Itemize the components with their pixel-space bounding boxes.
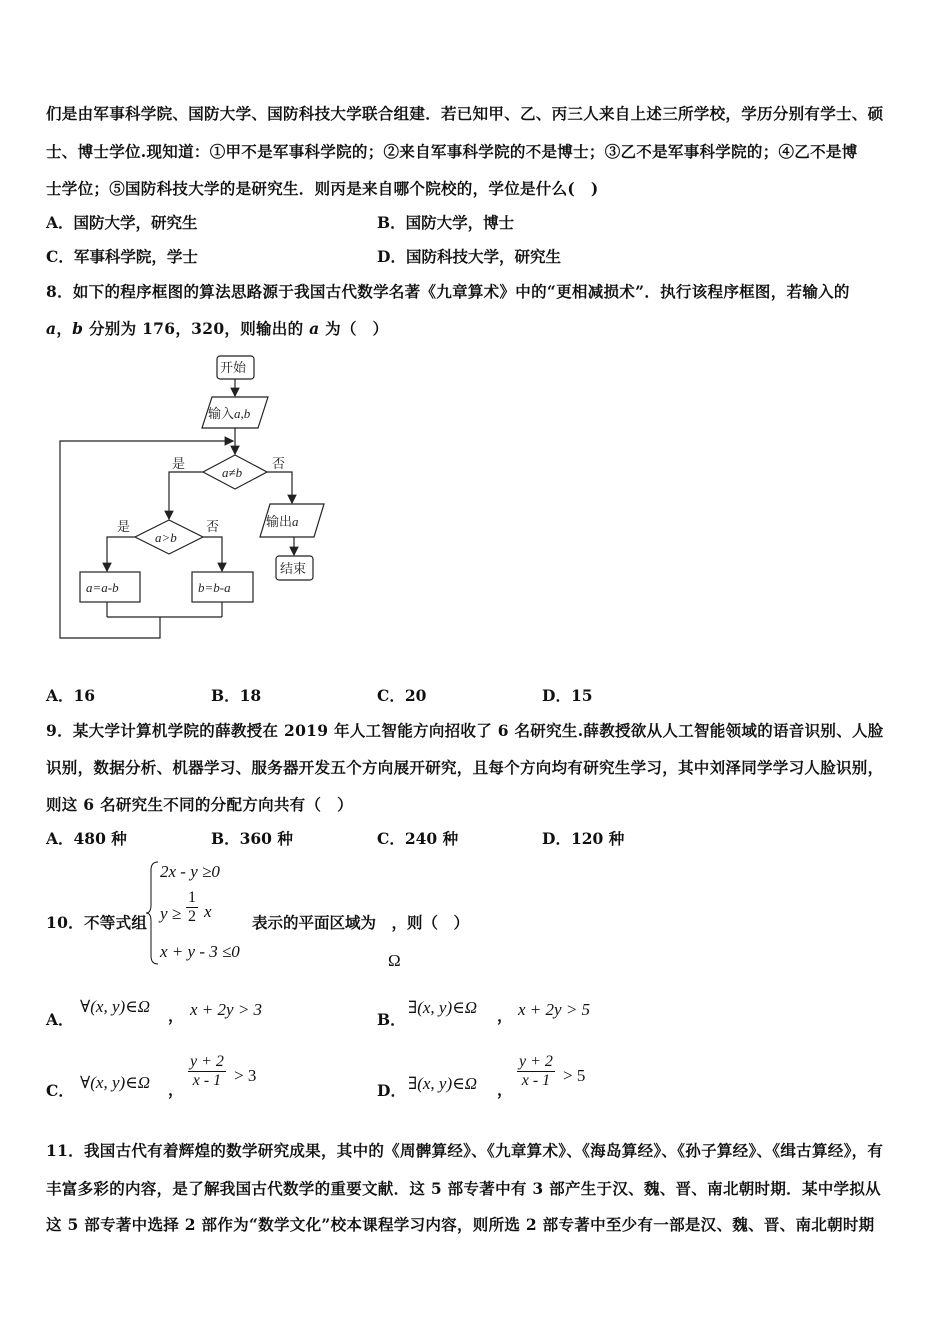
- flow-no-label: 否: [272, 457, 286, 472]
- flow-output-prefix: 输出: [266, 515, 293, 530]
- q10-option-c-frac: [188, 1053, 226, 1090]
- q9-option-d: D．120 种: [542, 829, 625, 848]
- q8-option-c: C．20: [377, 686, 427, 705]
- q10-option-a-expr: x + 2y > 3: [190, 1000, 263, 1019]
- flow-cond2-label: a>b: [155, 530, 177, 545]
- q8-option-b: B．18: [211, 686, 262, 705]
- q8-option-a: A．16: [46, 686, 96, 705]
- q11-line-1: 11．我国古代有着辉煌的数学研究成果，其中的《周髀算经》、《九章算术》、《海岛算经》、《孙子算经》、《缉古算经》，有: [46, 1141, 884, 1160]
- frac-den: x - 1: [192, 1072, 222, 1089]
- q7-option-c: C．军事科学院，学士: [46, 247, 198, 266]
- flow-left-box-label: a=a-b: [86, 580, 119, 595]
- q8-line-1: 8．如下的程序框图的算法思路源于我国古代数学名著《九章算术》中的“更相减损术”．执行该程序框图，若输入的: [46, 282, 850, 301]
- q7-line-1: 们是由军事科学院、国防大学、国防科技大学联合组建．若已知甲、乙、丙三人来自上述三所学校，学历分别有学士、硕: [46, 104, 884, 123]
- q10-option-a-sep: ，: [168, 1006, 184, 1025]
- q10-option-a-quant: ∀(x, y)∈Ω: [80, 997, 151, 1016]
- flow-yes-label: 是: [172, 457, 186, 472]
- flow-no2-label: 否: [206, 520, 220, 535]
- flow-end-label: 结束: [280, 562, 307, 577]
- q10-option-c-quant: ∀(x, y)∈Ω: [80, 1073, 151, 1092]
- q10-option-b-label: B．: [377, 1010, 406, 1029]
- q9-line-3: 则这 6 名研究生不同的分配方向共有（ ）: [46, 795, 353, 814]
- flow-input-vars: a,b: [234, 406, 251, 421]
- q10-option-d-frac: [517, 1053, 555, 1090]
- q10-option-d-label: D．: [377, 1081, 406, 1100]
- q10-prefix: 10．不等式组: [46, 913, 148, 932]
- flow-output-var: a: [292, 514, 299, 529]
- q9-option-b: B．360 种: [211, 829, 293, 848]
- q7-option-a: A．国防大学，研究生: [46, 213, 198, 232]
- q8-option-d: D．15: [542, 686, 593, 705]
- q10-option-c-label: C．: [46, 1081, 74, 1100]
- q9-line-2: 识别，数据分析、机器学习、服务器开发五个方向展开研究，且每个方向均有研究生学习，其中刘泽同学学习人脸识别，: [46, 758, 884, 777]
- frac-num: y + 2: [190, 1053, 224, 1070]
- q10-ineq-2-frac: [186, 889, 198, 926]
- var-b: b: [72, 319, 84, 338]
- sep: ，: [56, 319, 73, 338]
- var-a: a: [46, 319, 57, 338]
- q10-ineq-2-lhs: y ≥: [160, 904, 182, 923]
- q7-line-2: 士、博士学位.现知道：①甲不是军事科学院的；②来自军事科学院的不是博士；③乙不是军事科学院的；④乙不是博: [46, 142, 858, 161]
- q10-option-b-quant: ∃(x, y)∈Ω: [408, 998, 478, 1017]
- q7-option-b: B．国防大学，博士: [377, 213, 515, 232]
- flow-cond1-label: a≠b: [222, 465, 243, 480]
- q8-line2-mid: 分别为 176，320，则输出的: [83, 319, 310, 338]
- q7-line-3: 士学位；⑤国防科技大学的是研究生．则丙是来自哪个院校的，学位是什么( ): [46, 179, 599, 198]
- frac-den: x - 1: [521, 1072, 551, 1089]
- flow-yes2-label: 是: [117, 520, 131, 535]
- flow-right-box-label: b=b-a: [198, 580, 231, 595]
- q10-option-c-sep: ，: [168, 1080, 184, 1099]
- q9-option-a: A．480 种: [46, 829, 127, 848]
- flow-input-prefix: 输入: [208, 407, 235, 422]
- frac-num: y + 2: [519, 1053, 553, 1070]
- q10-option-c-rel: > 3: [234, 1066, 257, 1085]
- q10-option-a-label: A．: [46, 1010, 74, 1029]
- q11-line-3: 这 5 部专著中选择 2 部作为“数学文化”校本课程学习内容，则所选 2 部专著中至少有一部是汉、魏、晋、南北朝时期: [46, 1215, 875, 1234]
- q7-option-d: D．国防科技大学，研究生: [377, 247, 561, 266]
- q9-option-c: C．240 种: [377, 829, 459, 848]
- flow-start-label: 开始: [220, 361, 247, 376]
- q11-line-2: 丰富多彩的内容，是了解我国古代数学的重要文献．这 5 部专著中有 3 部产生于汉、魏、晋、南北朝时期．某中学拟从: [46, 1179, 881, 1198]
- q10-ineq-2-var: x: [204, 902, 212, 921]
- q8-line2-end: 为（ ）: [319, 319, 389, 338]
- frac-num: 1: [188, 889, 196, 906]
- q10-option-b-expr: x + 2y > 5: [518, 1000, 591, 1019]
- q10-ineq-1: 2x - y ≥0: [160, 862, 220, 881]
- q9-line-1: 9．某大学计算机学院的薛教授在 2019 年人工智能方向招收了 6 名研究生.薛教授欲从人工智能领域的语音识别、人脸: [46, 721, 884, 740]
- frac-den: 2: [188, 908, 196, 925]
- q10-omega: Ω: [388, 951, 401, 970]
- q10-suffix: 表示的平面区域为 ，则（ ）: [252, 913, 470, 932]
- var-a-output: a: [309, 319, 320, 338]
- q10-ineq-3: x + y - 3 ≤0: [160, 942, 240, 961]
- q10-option-d-sep: ，: [497, 1080, 513, 1099]
- q10-option-d-rel: > 5: [563, 1066, 586, 1085]
- q10-option-b-sep: ，: [497, 1006, 513, 1025]
- q10-option-d-quant: ∃(x, y)∈Ω: [408, 1074, 478, 1093]
